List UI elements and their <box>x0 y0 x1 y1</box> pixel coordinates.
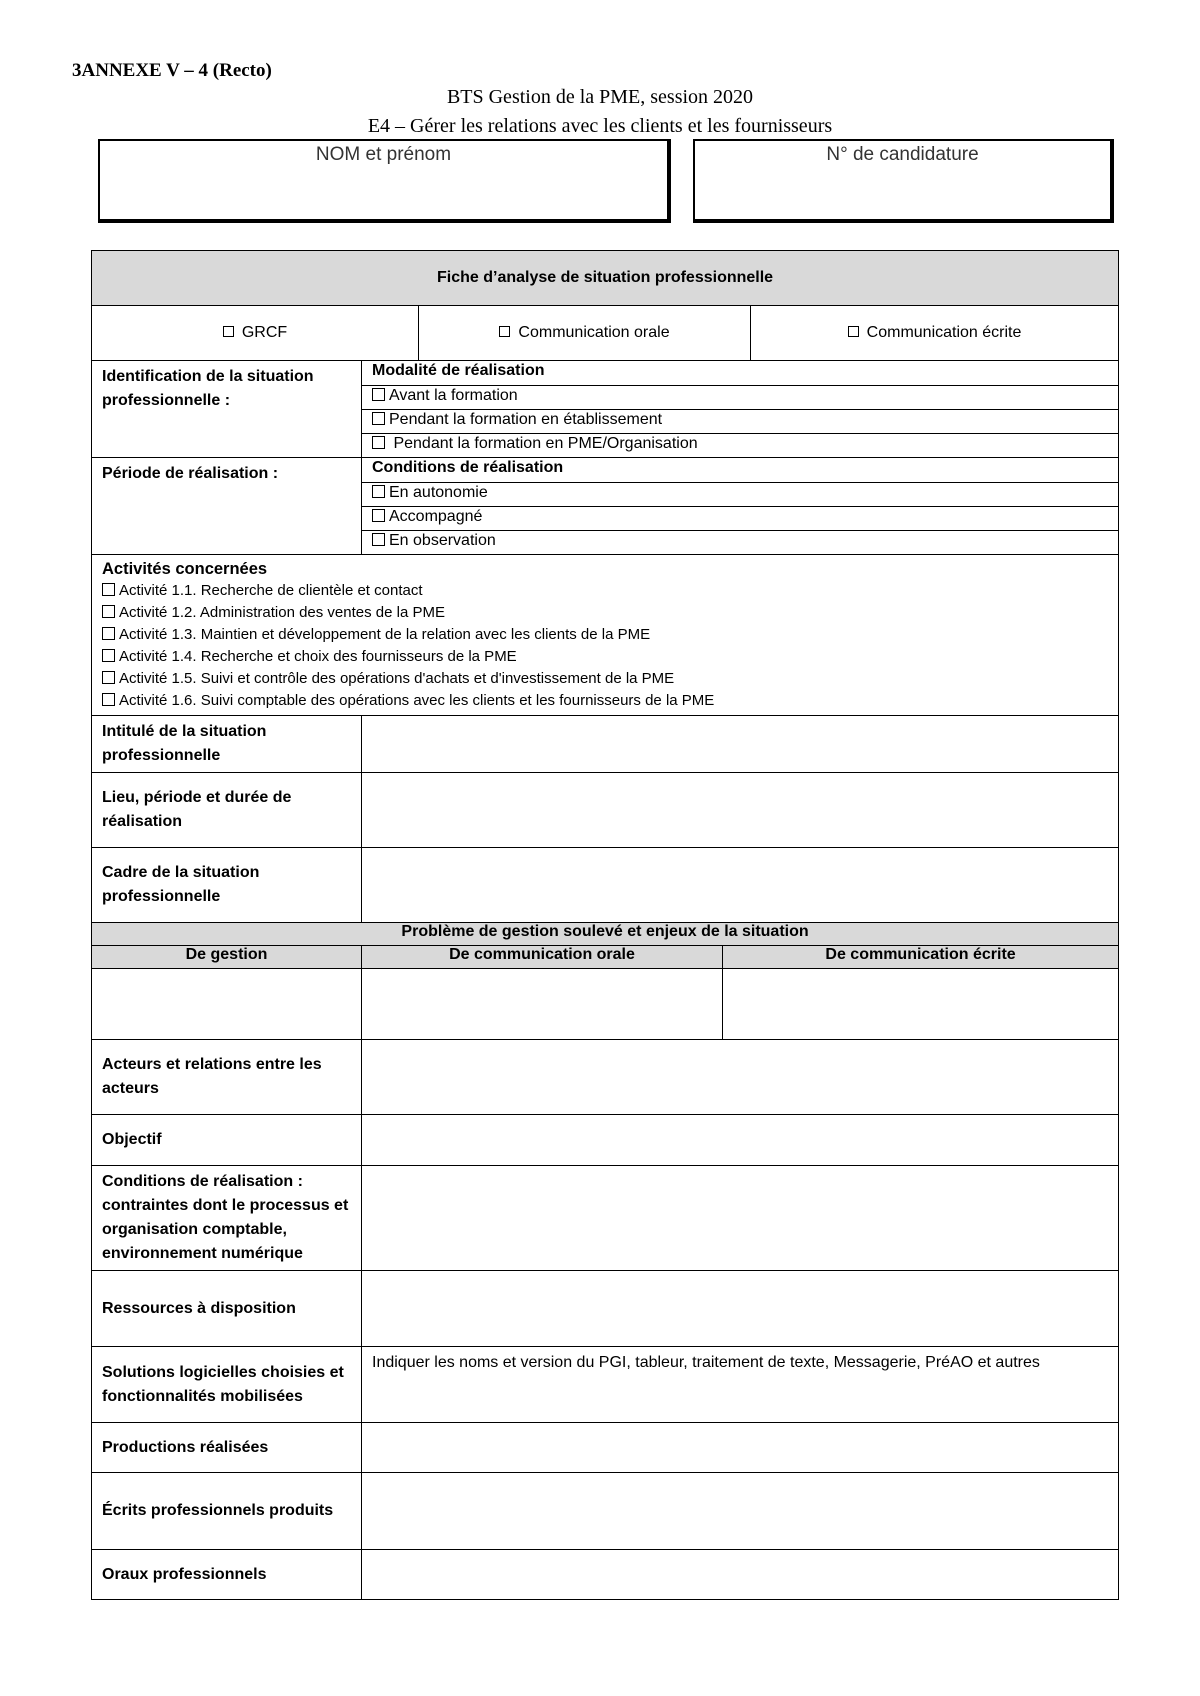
identification-label: Identification de la situation professionnelle : <box>92 361 362 458</box>
choice-communication-ecrite[interactable]: Communication écrite <box>751 306 1119 361</box>
name-field-label: NOM et prénom <box>315 144 452 165</box>
annex-label: 3ANNEXE V – 4 (Recto) <box>72 60 272 81</box>
conditions-option[interactable]: Accompagné <box>362 507 1119 531</box>
solutions-field[interactable]: Indiquer les noms et version du PGI, tableur, traitement de texte, Messagerie, PréAO et autres <box>362 1347 1119 1423</box>
conditions-option[interactable]: En observation <box>362 531 1119 555</box>
productions-field[interactable] <box>362 1423 1119 1473</box>
form-title: Fiche d’analyse de situation professionnelle <box>92 251 1119 306</box>
ecrits-label: Écrits professionnels produits <box>92 1473 362 1550</box>
checkbox-icon[interactable] <box>372 412 385 425</box>
cadre-label: Cadre de la situation professionnelle <box>92 848 362 923</box>
choice-grcf[interactable]: GRCF <box>92 306 419 361</box>
checkbox-icon[interactable] <box>102 671 115 684</box>
checkbox-icon[interactable] <box>102 693 115 706</box>
probleme-gestion-field[interactable] <box>92 969 362 1040</box>
oraux-label: Oraux professionnels <box>92 1550 362 1600</box>
modalite-option[interactable]: Pendant la formation en établissement <box>362 410 1119 434</box>
ressources-field[interactable] <box>362 1271 1119 1347</box>
activite-item[interactable]: Activité 1.4. Recherche et choix des fournisseurs de la PME <box>102 646 1108 668</box>
modalite-title: Modalité de réalisation <box>362 361 1119 386</box>
exam-title: BTS Gestion de la PME, session 2020 <box>446 86 754 108</box>
activite-item[interactable]: Activité 1.5. Suivi et contrôle des opérations d'achats et d'investissement de la PME <box>102 668 1108 690</box>
oraux-field[interactable] <box>362 1550 1119 1600</box>
checkbox-icon[interactable] <box>102 605 115 618</box>
checkbox-icon[interactable] <box>499 326 510 337</box>
choice-communication-orale[interactable]: Communication orale <box>419 306 751 361</box>
checkbox-icon[interactable] <box>848 326 859 337</box>
checkbox-icon[interactable] <box>102 649 115 662</box>
activites-title: Activités concernées <box>102 560 268 578</box>
periode-label: Période de réalisation : <box>92 458 362 555</box>
objectif-label: Objectif <box>92 1115 362 1166</box>
candidate-number-label: N° de candidature <box>826 144 979 165</box>
productions-label: Productions réalisées <box>92 1423 362 1473</box>
checkbox-icon[interactable] <box>372 485 385 498</box>
name-field[interactable] <box>98 139 671 223</box>
lieu-label: Lieu, période et durée de réalisation <box>92 773 362 848</box>
lieu-field[interactable] <box>362 773 1119 848</box>
candidate-number-field[interactable] <box>693 139 1114 223</box>
modalite-option[interactable]: Avant la formation <box>362 386 1119 410</box>
checkbox-icon[interactable] <box>372 509 385 522</box>
probleme-col-ecrite: De communication écrite <box>723 946 1119 969</box>
ressources-label: Ressources à disposition <box>92 1271 362 1347</box>
probleme-title: Problème de gestion soulevé et enjeux de la situation <box>92 923 1119 946</box>
activite-item[interactable]: Activité 1.2. Administration des ventes de la PME <box>102 602 1108 624</box>
intitule-field[interactable] <box>362 716 1119 773</box>
checkbox-icon[interactable] <box>223 326 234 337</box>
cadre-field[interactable] <box>362 848 1119 923</box>
conditions-contraintes-field[interactable] <box>362 1166 1119 1271</box>
activite-item[interactable]: Activité 1.6. Suivi comptable des opérations avec les clients et les fournisseurs de la PME <box>102 690 1108 712</box>
probleme-ecrite-field[interactable] <box>723 969 1119 1040</box>
ecrits-field[interactable] <box>362 1473 1119 1550</box>
exam-subtitle: E4 – Gérer les relations avec les clients et les fournisseurs <box>367 115 833 137</box>
intitule-label: Intitulé de la situation professionnelle <box>92 716 362 773</box>
probleme-orale-field[interactable] <box>362 969 723 1040</box>
objectif-field[interactable] <box>362 1115 1119 1166</box>
acteurs-label: Acteurs et relations entre les acteurs <box>92 1040 362 1115</box>
activite-item[interactable]: Activité 1.3. Maintien et développement de la relation avec les clients de la PME <box>102 624 1108 646</box>
checkbox-icon[interactable] <box>102 627 115 640</box>
checkbox-icon[interactable] <box>372 533 385 546</box>
checkbox-icon[interactable] <box>372 436 385 449</box>
acteurs-field[interactable] <box>362 1040 1119 1115</box>
modalite-option[interactable]: Pendant la formation en PME/Organisation <box>362 434 1119 458</box>
solutions-label: Solutions logicielles choisies et fonctionnalités mobilisées <box>92 1347 362 1423</box>
conditions-contraintes-label: Conditions de réalisation : contraintes dont le processus et organisation comptable, environnement numérique <box>92 1166 362 1271</box>
probleme-col-orale: De communication orale <box>362 946 723 969</box>
checkbox-icon[interactable] <box>102 583 115 596</box>
activite-item[interactable]: Activité 1.1. Recherche de clientèle et contact <box>102 580 1108 602</box>
checkbox-icon[interactable] <box>372 388 385 401</box>
activites-section <box>92 555 1119 716</box>
conditions-option[interactable]: En autonomie <box>362 483 1119 507</box>
probleme-col-gestion: De gestion <box>92 946 362 969</box>
conditions-title: Conditions de réalisation <box>362 458 1119 483</box>
analysis-form-table <box>91 250 1119 1600</box>
